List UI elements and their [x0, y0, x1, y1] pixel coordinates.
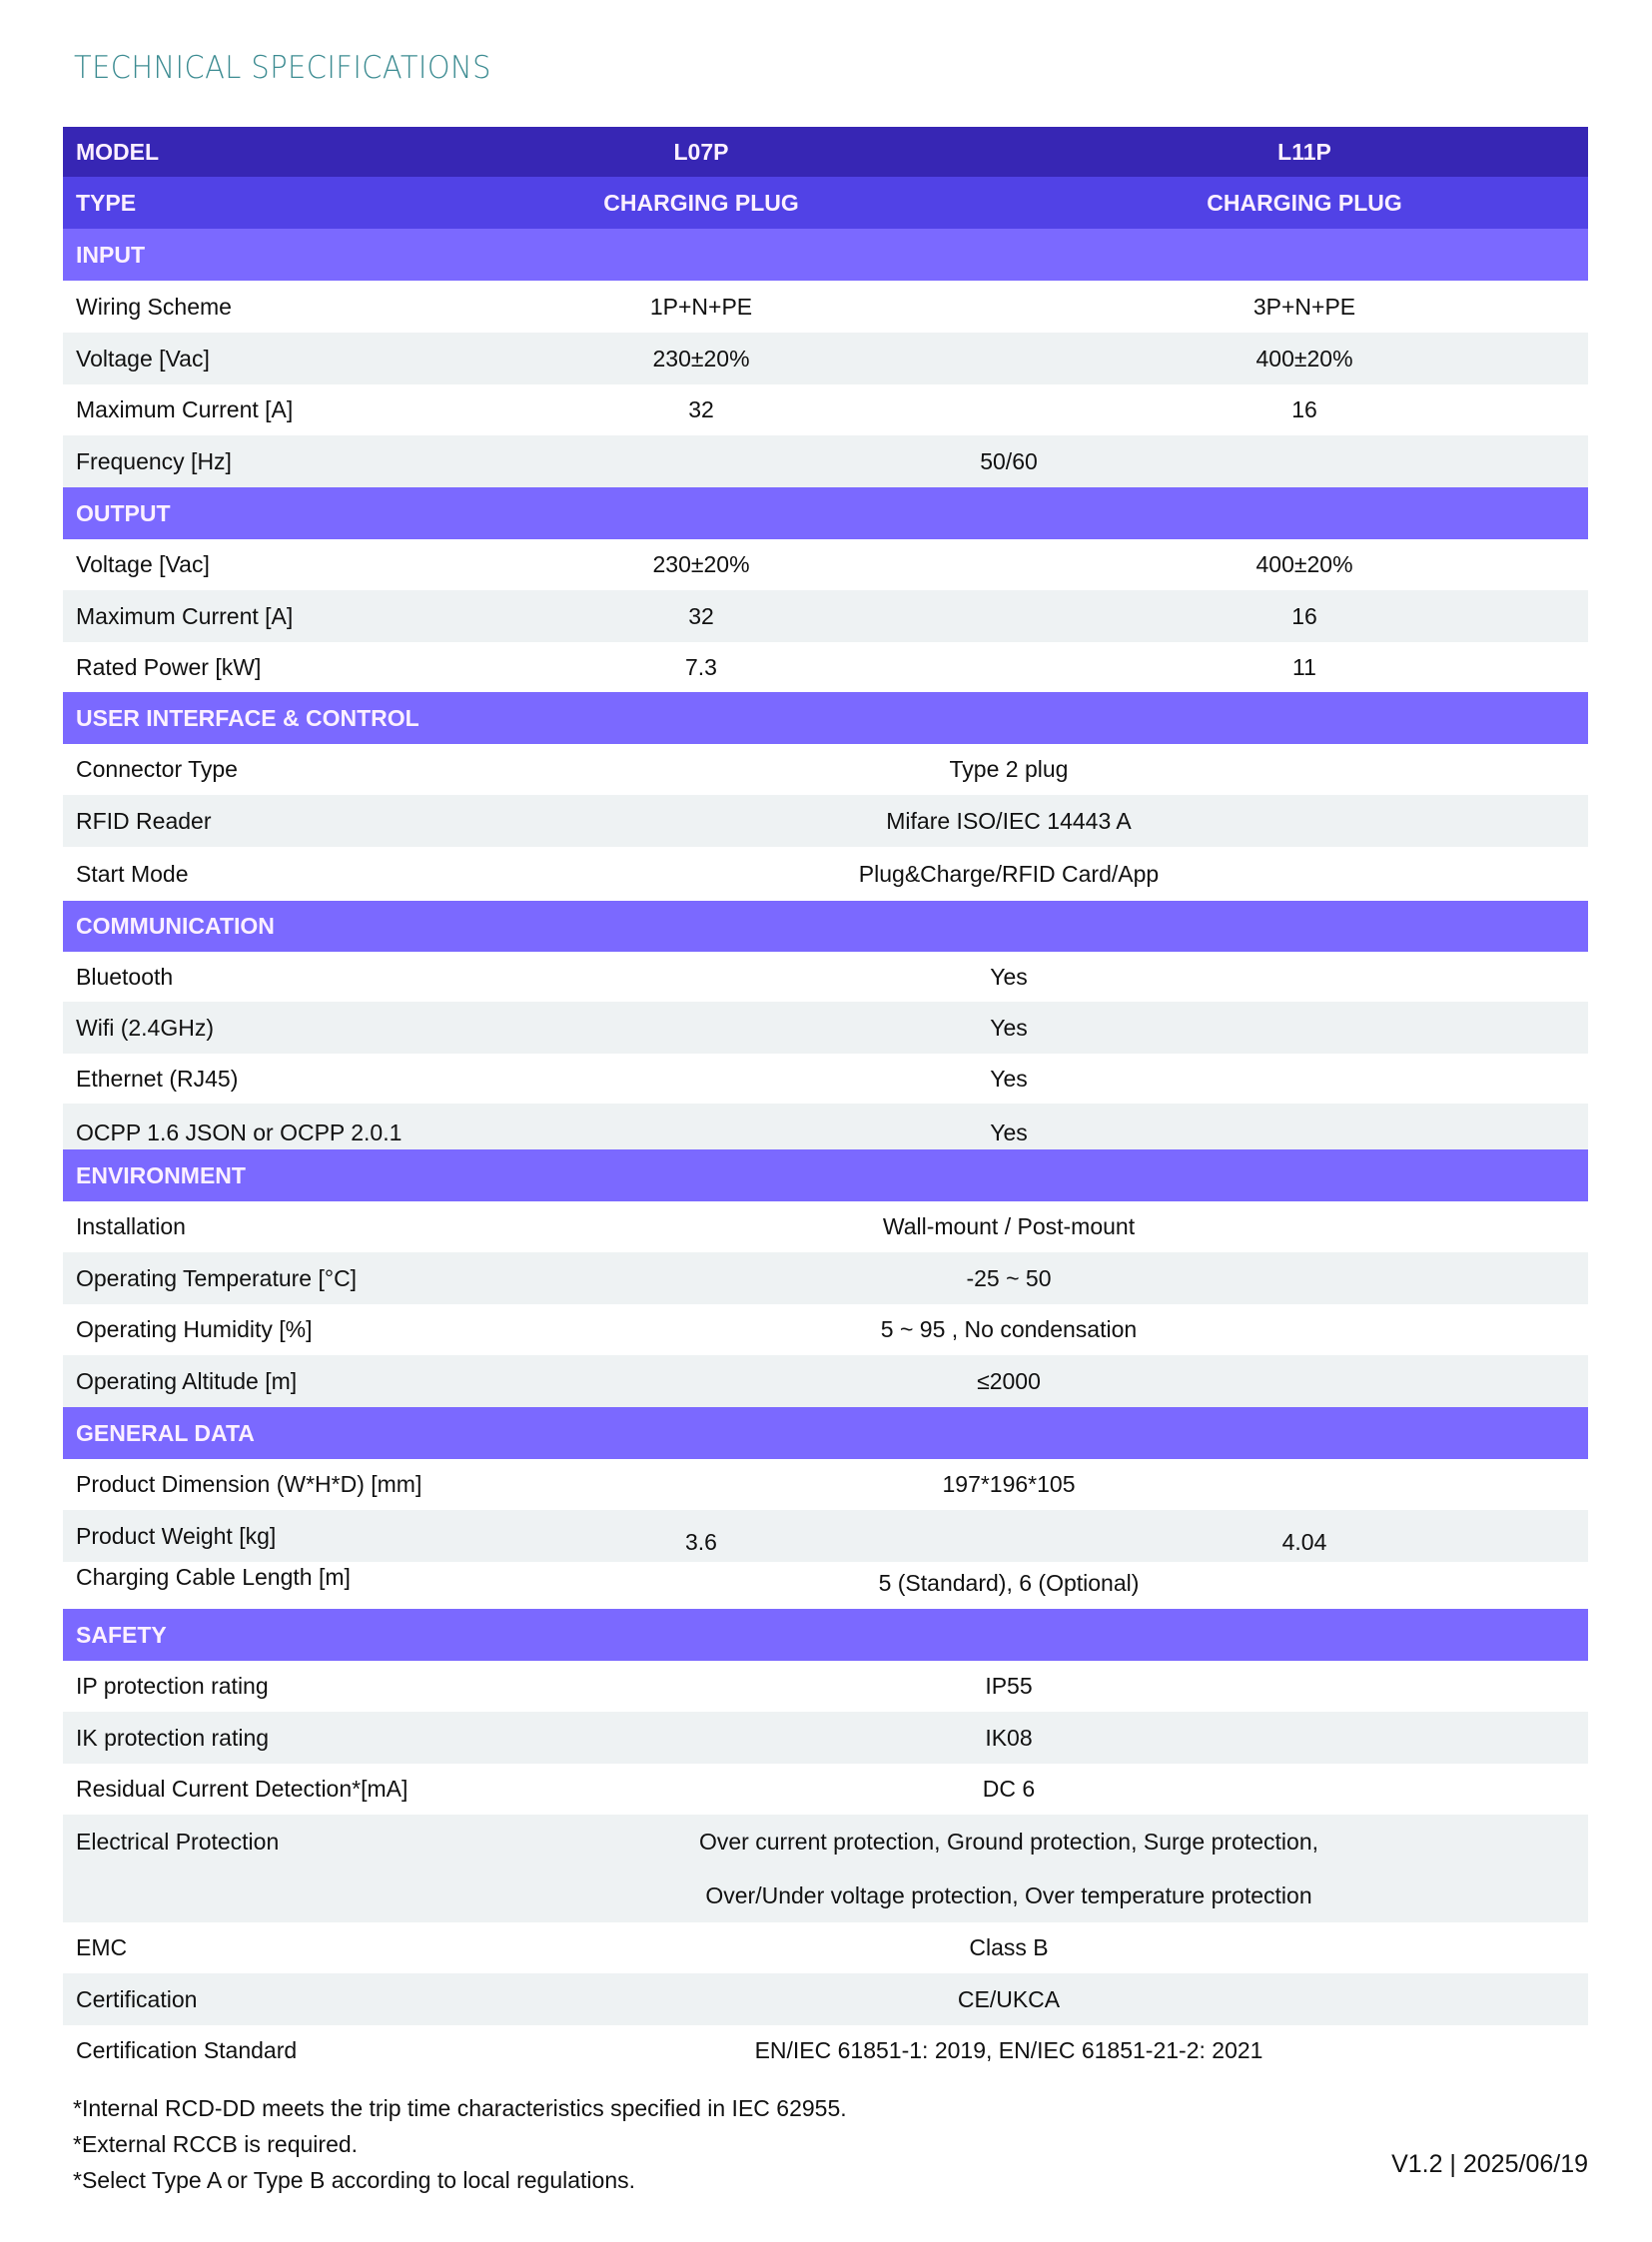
table-row: [63, 1104, 1588, 1149]
table-row: [63, 1459, 1588, 1510]
table-row: [63, 333, 1588, 384]
model-label: MODEL: [76, 138, 160, 165]
value-l11p: 400±20%: [1255, 345, 1353, 372]
value-l11p: 3P+N+PE: [1252, 293, 1356, 320]
row-label: Start Mode: [76, 860, 189, 887]
value-shared: Plug&Charge/RFID Card/App: [858, 860, 1160, 887]
section-general: [63, 1407, 1588, 1459]
section-communication: [63, 901, 1588, 952]
value-l11p: 16: [1291, 602, 1317, 629]
model-l11p: L11P: [1277, 138, 1331, 165]
table-row: [63, 744, 1588, 795]
table-row: [63, 1355, 1588, 1407]
value-l07p: 230±20%: [652, 345, 750, 372]
table-row: [63, 281, 1588, 333]
row-label: Operating Temperature [°C]: [76, 1264, 358, 1291]
value-shared: 5 ~ 95 , No condensation: [880, 1316, 1138, 1342]
section-output: [63, 487, 1588, 539]
value-shared: 50/60: [980, 447, 1038, 474]
table-row: [63, 847, 1588, 901]
value-shared: 5 (Standard), 6 (Optional): [878, 1570, 1140, 1596]
row-label: Operating Humidity [%]: [76, 1316, 313, 1342]
row-label: Bluetooth: [76, 963, 174, 990]
section-environment: [63, 1149, 1588, 1201]
page-title: TECHNICAL SPECIFICATIONS: [74, 50, 491, 86]
value-l11p: 4.04: [1281, 1529, 1327, 1555]
row-label: IK protection rating: [76, 1724, 270, 1751]
type-label: TYPE: [76, 189, 137, 216]
section-input: [63, 229, 1588, 281]
value-shared: CE/UKCA: [957, 1985, 1061, 2012]
row-label: EMC: [76, 1934, 128, 1960]
table-row: [63, 590, 1588, 642]
table-row: [63, 1252, 1588, 1304]
value-l07p: 32: [688, 396, 714, 422]
row-label: RFID Reader: [76, 807, 212, 834]
value-l07p: 3.6: [685, 1529, 717, 1555]
value-shared: Yes: [990, 1014, 1028, 1041]
value-l07p: 1P+N+PE: [649, 293, 753, 320]
row-label: Rated Power [kW]: [76, 653, 262, 680]
value-shared: IP55: [985, 1673, 1033, 1699]
section-title: COMMUNICATION: [76, 913, 275, 939]
table-row: [63, 1002, 1588, 1054]
value-l11p: 16: [1291, 396, 1317, 422]
table-row: [63, 1510, 1588, 1562]
row-label: Voltage [Vac]: [76, 345, 210, 372]
value-shared: Yes: [990, 1065, 1028, 1092]
section-title: SAFETY: [76, 1621, 167, 1648]
table-row: [63, 795, 1588, 847]
row-label: Product Dimension (W*H*D) [mm]: [76, 1471, 422, 1497]
section-title: ENVIRONMENT: [76, 1161, 246, 1188]
row-label: Wiring Scheme: [76, 293, 232, 320]
table-row: [63, 1054, 1588, 1104]
row-label: Maximum Current [A]: [76, 602, 294, 629]
table-row: [63, 1922, 1588, 1973]
row-label: Frequency [Hz]: [76, 447, 232, 474]
row-label: OCPP 1.6 JSON or OCPP 2.0.1: [76, 1120, 403, 1145]
value-shared: Wall-mount / Post-mount: [882, 1213, 1136, 1239]
section-title: OUTPUT: [76, 499, 171, 526]
table-row: [63, 1764, 1588, 1815]
table-row: [63, 539, 1588, 590]
value-l11p: 400±20%: [1255, 551, 1353, 577]
table-row: [63, 1712, 1588, 1764]
type-row: [63, 177, 1588, 229]
row-label: IP protection rating: [76, 1673, 269, 1699]
row-label: Certification Standard: [76, 2037, 298, 2063]
table-row: [63, 1815, 1588, 1922]
section-title: GENERAL DATA: [76, 1419, 255, 1446]
row-label: Product Weight [kg]: [76, 1522, 277, 1549]
table-row: [63, 642, 1588, 692]
model-row: [63, 127, 1588, 177]
table-row: [63, 2025, 1588, 2076]
value-shared: Type 2 plug: [949, 756, 1069, 782]
value-shared: ≤2000: [977, 1367, 1041, 1394]
value-l07p: 7.3: [685, 653, 717, 680]
value-shared: Yes: [990, 1120, 1028, 1145]
value-shared: 197*196*105: [942, 1471, 1076, 1497]
row-label: Residual Current Detection*[mA]: [76, 1776, 409, 1802]
table-row: [63, 384, 1588, 435]
value-shared: DC 6: [982, 1776, 1036, 1802]
value-shared: [431, 1815, 1586, 1922]
footnote: *Internal RCD-DD meets the trip time characteristics specified in IEC 62955.: [73, 2095, 847, 2121]
table-row: [63, 1304, 1588, 1355]
section-ui: [63, 692, 1588, 744]
value-shared: Yes: [990, 963, 1028, 990]
value-line: Over/Under voltage protection, Over temperature protection: [705, 1881, 1312, 1908]
value-shared: Mifare ISO/IEC 14443 A: [886, 807, 1132, 834]
section-title: USER INTERFACE & CONTROL: [76, 704, 419, 731]
row-label: Voltage [Vac]: [76, 551, 210, 577]
table-row: [63, 1201, 1588, 1252]
footnote: *Select Type A or Type B according to local regulations.: [73, 2167, 635, 2193]
value-shared: IK08: [985, 1724, 1033, 1751]
row-label: Certification: [76, 1985, 198, 2012]
row-label: Operating Altitude [m]: [76, 1367, 298, 1394]
row-label: Wifi (2.4GHz): [76, 1014, 214, 1041]
table-row: [63, 1661, 1588, 1712]
table-row: [63, 435, 1588, 487]
footnote: *External RCCB is required.: [73, 2131, 359, 2157]
value-shared: -25 ~ 50: [966, 1264, 1052, 1291]
row-label: Ethernet (RJ45): [76, 1065, 239, 1092]
table-row: [63, 952, 1588, 1002]
type-l11p: CHARGING PLUG: [1207, 189, 1402, 216]
section-safety: [63, 1609, 1588, 1661]
table-row: [63, 1562, 1588, 1608]
value-shared: Class B: [969, 1934, 1049, 1960]
table-row: [63, 1973, 1588, 2025]
model-l07p: L07P: [673, 138, 729, 165]
row-label: Installation: [76, 1213, 186, 1239]
value-l11p: 11: [1292, 653, 1316, 680]
value-shared: EN/IEC 61851-1: 2019, EN/IEC 61851-21-2: 2021: [754, 2037, 1263, 2063]
section-title: INPUT: [76, 241, 145, 268]
row-label: Maximum Current [A]: [76, 396, 294, 422]
type-l07p: CHARGING PLUG: [603, 189, 799, 216]
value-l07p: 230±20%: [652, 551, 750, 577]
row-label: Charging Cable Length [m]: [76, 1564, 351, 1590]
row-label: Connector Type: [76, 756, 238, 782]
value-line: Over current protection, Ground protection, Surge protection,: [698, 1828, 1319, 1855]
version-date: V1.2 | 2025/06/19: [1391, 2150, 1588, 2178]
row-label: Electrical Protection: [76, 1829, 280, 1855]
value-l07p: 32: [688, 602, 714, 629]
